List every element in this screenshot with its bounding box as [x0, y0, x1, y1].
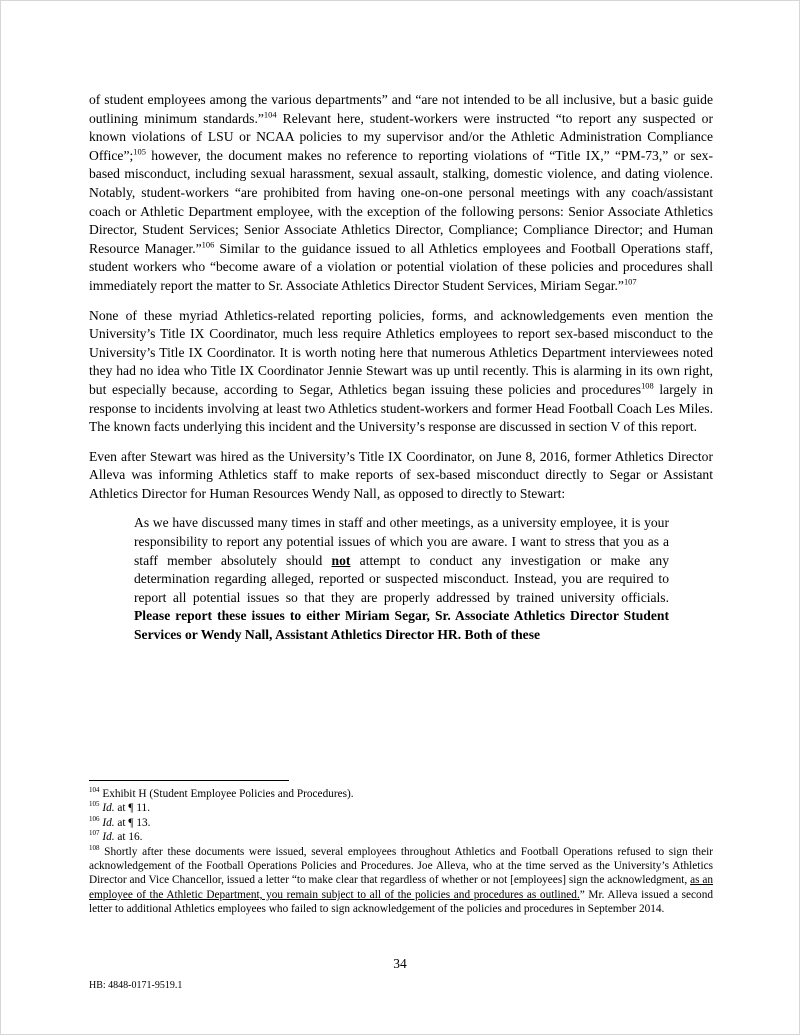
- document-id-footer: HB: 4848-0171-9519.1: [89, 980, 183, 991]
- footnote-108: $^{108}$ Shortly after these documents were issued, several employees throughout Athletics and Football Operations refused to sign their acknowledgement of the Football Operations Policies and Procedures. Joe Alleva, who at the time served as the University’s Athletics Director and Vice Chancellor, issued a letter “to make clear that regardless of whether or not [employees] sign the acknowledgment, as an employee of the Athletic Department, you remain subject to all of the policies and procedures as outlined.” Mr. Alleva issued a second letter to additional Athletics employees who failed to sign acknowledgement of the policies and procedures in September 2014.: [89, 843, 714, 916]
- footnote-separator: [89, 780, 289, 781]
- document-body: [89, 91, 713, 645]
- footnote-105: $^{105}$ Id. at ¶ 11.: [89, 800, 151, 815]
- footnote-area: [89, 780, 713, 917]
- footnote-106: $^{106}$ Id. at ¶ 13.: [89, 815, 151, 829]
- body-paragraph-3: Even after Stewart was hired as the University’s Title IX Coordinator, on June 8, 2016, former Athletics Director Alleva was informing Athletics staff to make reports of sex-based misconduct directly to Segar or Assistant Athletics Director for Human Resources Wendy Nall, as opposed to directly to Stewart:: [89, 448, 713, 501]
- blockquote: As we have discussed many times in staff and other meetings, as a university employee, it is your responsibility to report any potential issues of which you are aware. I want to stress that you as a staff member absolutely should not attempt to conduct any investigation or make any determination regarding alleged, reported or suspected misconduct. Instead, you are required to report all potential issues so that they are properly addressed by trained university officials. Please report these issues to either Miriam Segar, Sr. Associate Athletics Director Student Services or Wendy Nall, Assistant Athletics Director HR. Both of these: [134, 515, 669, 643]
- footnote-107: $^{107}$ Id. at 16.: [89, 829, 143, 844]
- footnote-104: $^{104}$ Exhibit H (Student Employee Policies and Procedures).: [89, 786, 354, 800]
- body-paragraph-1: of student employees among the various departments” and “are not intended to be all inclusive, but a basic guide outlining minimum standards.”$^{104}$ Relevant here, student-workers were instructed “to report any suspected or known violations of LSU or NCAA policies to my supervisor and/or the Athletic Administration Compliance Office”;$^{105}$ however, the document makes no reference to reporting violations of “Title IX,” “PM-73,” or sex-based misconduct, including sexual harassment, sexual assault, stalking, domestic violence, and dating violence. Notably, student-workers “are prohibited from having one-on-one personal meetings with any coach/assistant coach or Athletic Department employee, with the exception of the following persons: Senior Associate Athletics Director, Student Services; Senior Associate Athletics Director, Compliance; Compliance Director; and Human Resource Manager.”$^{106}$ Similar to the guidance issued to all Athletics employees and Football Operations staff, student workers who “become aware of a violation or potential violation of these policies and procedures shall immediately report the matter to Sr. Associate Athletics Director Student Services, Miriam Segar.”$^{107}$: [89, 92, 714, 293]
- body-paragraph-2: None of these myriad Athletics-related reporting policies, forms, and acknowledgements even mention the University’s Title IX Coordinator, much less require Athletics employees to report sex-based misconduct to the University’s Title IX Coordinator. It is worth noting here that numerous Athletics Department interviewees noted they had no idea who Title IX Coordinator Jennie Stewart was up until recently. This is alarming in its own right, but especially because, according to Segar, Athletics began issuing these policies and procedures$^{108}$ largely in response to incidents involving at least two Athletics student-workers and former Head Football Coach Les Miles. The known facts underlying this incident and the University’s response are discussed in section V of this report.: [89, 307, 714, 435]
- page-number: 34: [393, 956, 407, 971]
